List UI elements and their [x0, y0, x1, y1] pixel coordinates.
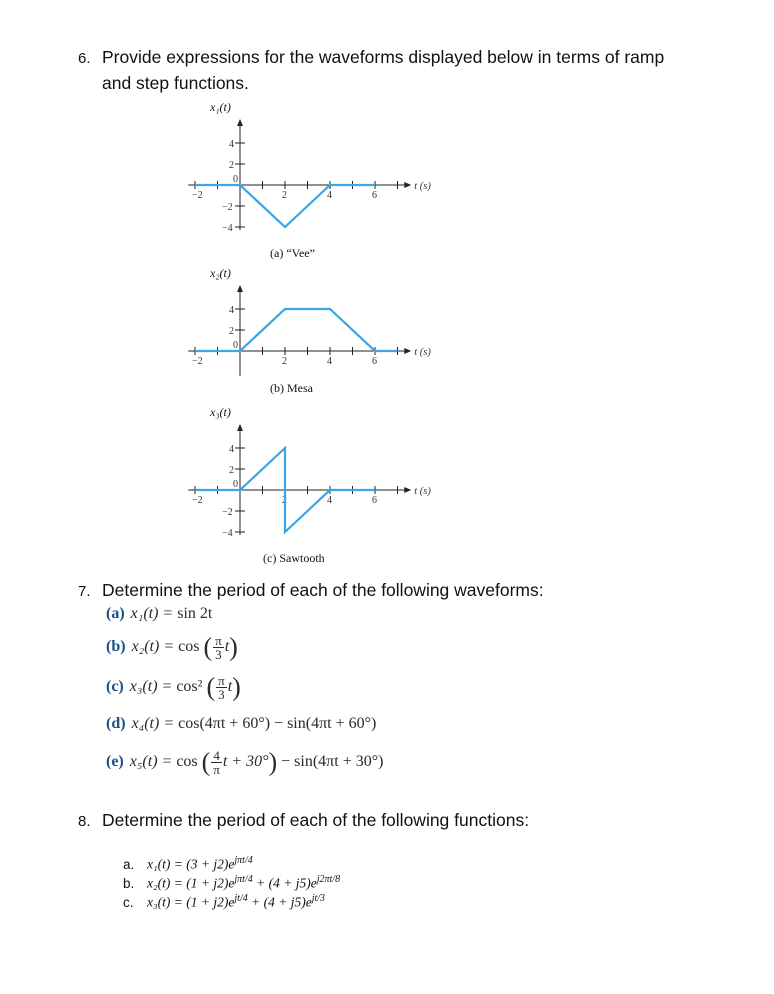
item-exponent-2: jt/3: [311, 893, 326, 904]
x-tick-label: 0: [233, 479, 238, 490]
question-number: 7.: [78, 583, 91, 600]
question-text: Determine the period of each of the following functions:: [102, 810, 530, 830]
plot-sawtooth: [160, 405, 450, 565]
q8-item-a: [123, 855, 253, 873]
item-lhs: x₁(t) =: [130, 605, 178, 622]
plot-caption: (b) Mesa: [270, 381, 313, 395]
item-tag: (d): [106, 715, 126, 732]
item-function: cos: [176, 753, 198, 771]
y-tick-label: 2: [229, 160, 234, 171]
question-8: [78, 808, 529, 834]
item-tag: (c): [106, 678, 124, 696]
plot-caption: (a) “Vee”: [270, 246, 315, 260]
waveform-sawtooth-chart: [160, 405, 450, 565]
item-label: b.: [123, 875, 135, 891]
q8-item-c: [123, 893, 325, 911]
x-tick-label: 0: [233, 340, 238, 351]
question-7: [78, 578, 544, 604]
y-tick-label: 4: [229, 444, 234, 455]
item-lhs: x₂(t) = (1 + j2)e: [147, 875, 235, 891]
item-function: cos: [178, 638, 200, 656]
item-label: a.: [123, 856, 135, 872]
y-axis-label: x₁(t): [210, 100, 231, 114]
item-inner: t + 30°: [222, 753, 269, 771]
y-tick-label: 2: [229, 465, 234, 476]
x-tick-label: 6: [372, 190, 377, 201]
plot-vee: [160, 100, 450, 260]
q7-item-c: (c) x₃(t) = cos² ( $\frac{\pi}{3}$ t): [106, 672, 241, 702]
plot-mesa: [160, 266, 450, 396]
x-unit-label: t (s): [414, 181, 431, 192]
q8-item-b: [123, 874, 340, 892]
x-tick-label: 2: [282, 190, 287, 201]
x-tick-label: 4: [327, 356, 332, 367]
x-tick-label: −2: [192, 190, 203, 201]
signal-line: [195, 309, 398, 351]
item-mid: + (4 + j5)e: [247, 894, 312, 910]
item-exponent: jπt/4: [234, 874, 253, 885]
question-text: Determine the period of each of the following waveforms:: [102, 580, 544, 600]
item-label: c.: [123, 894, 134, 910]
question-number: 6.: [78, 50, 91, 67]
x-axis-arrow: [404, 182, 411, 188]
y-axis-label: x₂(t): [210, 266, 231, 280]
x-tick-label: 0: [233, 174, 238, 185]
y-axis-label: x₃(t): [210, 405, 231, 419]
item-lhs: x₁(t) = (3 + j2)e: [147, 856, 235, 872]
x-tick-label: 6: [372, 495, 377, 506]
q7-item-d: [106, 715, 376, 733]
question-number: 8.: [78, 813, 91, 830]
question-6: [78, 45, 664, 95]
item-tag: (e): [106, 753, 124, 771]
x-tick-label: 4: [327, 495, 332, 506]
y-tick-label: −4: [222, 528, 233, 539]
item-mid: + (4 + j5)e: [252, 875, 317, 891]
x-tick-label: 2: [282, 356, 287, 367]
item-expression: sin 2t: [177, 605, 213, 622]
y-tick-label: −2: [222, 507, 233, 518]
item-exponent: jt/4: [234, 893, 248, 904]
y-tick-label: −2: [222, 202, 233, 213]
y-tick-label: 2: [229, 326, 234, 337]
x-unit-label: t (s): [414, 486, 431, 497]
y-axis-arrow: [237, 424, 243, 431]
waveform-vee-chart: [160, 100, 450, 260]
x-tick-label: 6: [372, 356, 377, 367]
y-tick-label: 4: [229, 139, 234, 150]
x-axis-arrow: [404, 487, 411, 493]
x-tick-label: 4: [327, 190, 332, 201]
item-variable: t: [227, 678, 233, 696]
y-tick-label: 4: [229, 305, 234, 316]
question-text-line1: Provide expressions for the waveforms displayed below in terms of ramp: [102, 47, 665, 67]
question-text-line2: and step functions.: [102, 73, 249, 93]
item-lhs: x₄(t) =: [131, 715, 179, 732]
x-axis-arrow: [404, 348, 411, 354]
q7-item-b: (b) x₂(t) = cos ( $\frac{\pi}{3}$ t): [106, 632, 238, 662]
item-exponent-2: j2πt/8: [316, 874, 341, 885]
item-expression: cos(4πt + 60°) − sin(4πt + 60°): [178, 715, 377, 732]
q7-item-e: (e) x₅(t) = cos ( $\frac{4}{\pi}$ t + 30°) − sin(4πt + 30°): [106, 747, 384, 777]
x-tick-label: −2: [192, 356, 203, 367]
item-tag: (a): [106, 605, 125, 622]
item-variable: t: [224, 638, 230, 656]
waveform-mesa-chart: [160, 266, 450, 396]
item-lhs: x₃(t) =: [129, 678, 177, 696]
item-lhs: x₅(t) =: [129, 753, 177, 771]
plot-caption: (c) Sawtooth: [263, 551, 325, 565]
signal-line: [195, 448, 375, 532]
y-axis-arrow: [237, 119, 243, 126]
fraction: $\frac{\pi}{3}$: [215, 633, 222, 662]
fraction: $\frac{\pi}{3}$: [218, 673, 225, 702]
x-tick-label: 2: [282, 495, 287, 506]
q7-item-a: [106, 605, 212, 623]
fraction: $\frac{4}{\pi}$: [213, 748, 220, 777]
item-lhs: x₂(t) =: [131, 638, 179, 656]
item-tag: (b): [106, 638, 126, 656]
y-axis-arrow: [237, 285, 243, 292]
item-exponent: jπt/4: [234, 855, 253, 866]
x-tick-label: −2: [192, 495, 203, 506]
y-tick-label: −4: [222, 223, 233, 234]
item-lhs: x₃(t) = (1 + j2)e: [147, 894, 235, 910]
item-function: cos²: [176, 678, 203, 696]
item-outer: − sin(4πt + 30°): [277, 753, 384, 771]
x-unit-label: t (s): [414, 347, 431, 358]
